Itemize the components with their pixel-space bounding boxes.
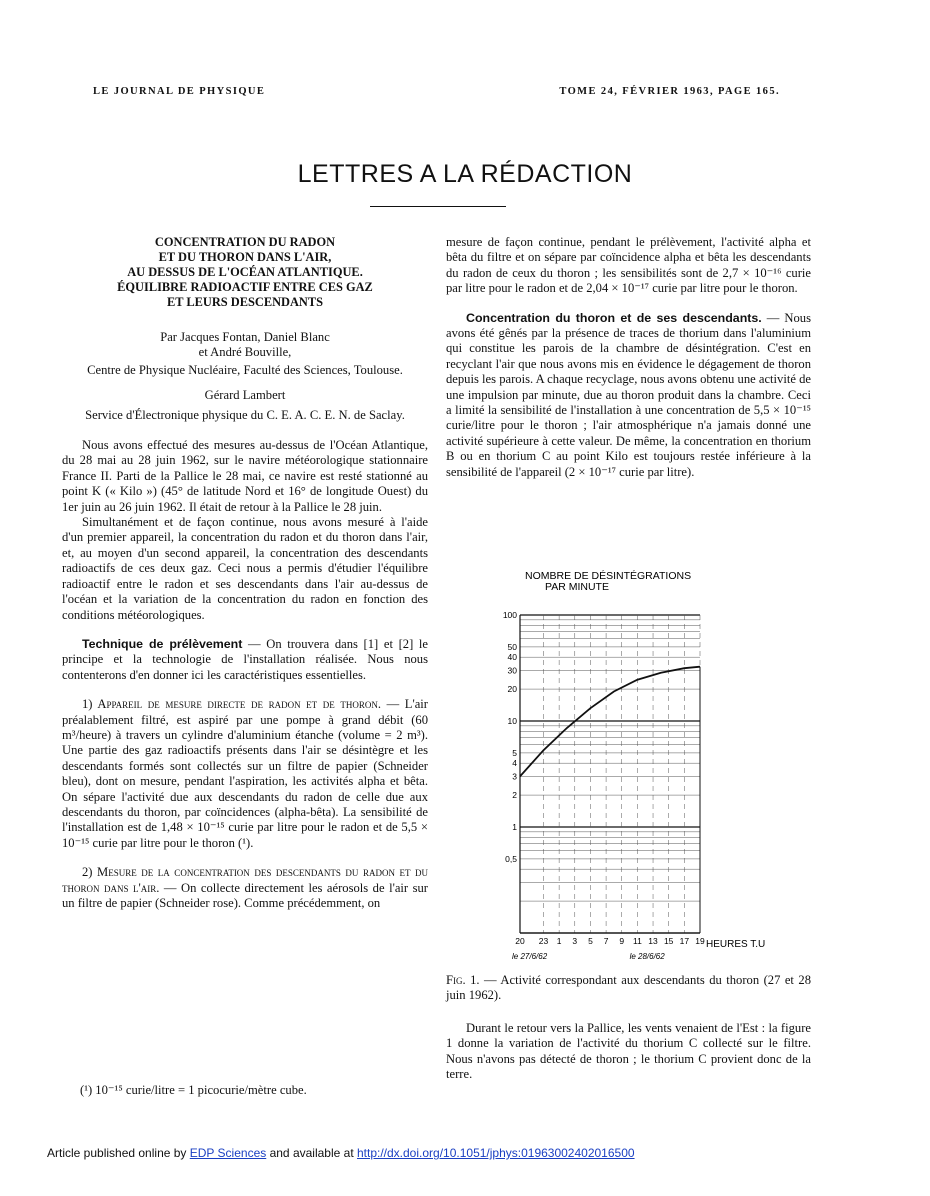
pub-prefix: Article published online by [47, 1146, 190, 1160]
doi-link[interactable]: http://dx.doi.org/10.1051/jphys:01963002402016500 [356, 1146, 635, 1160]
article-title-line: CONCENTRATION DU RADON [154, 235, 336, 249]
right-column [446, 235, 811, 480]
x-tick-label: 13 [648, 936, 658, 946]
x-tick-label: 1 [556, 936, 562, 946]
figure-caption-label: Fig. 1. [446, 973, 480, 987]
right-paragraph-1: mesure de façon continue, pendant le prélèvement, l'activité alpha et bêta du filtre et on sépare par coïncidence alpha et bêta les descendants du radon de ceux du thoron ; les sensibilités sont de 2,7 × 10⁻¹⁶ curie par litre pour le radon et de 2,04 × 10⁻¹⁷ curie par litre pour le thoron. [446, 235, 811, 296]
figure-1-chart [500, 565, 790, 965]
item-1-text: — L'air préalablement filtré, est aspiré par une pompe à grand débit (60 m³/heure) à travers un cylindre d'aluminium étanche (volume = 2 m³). Une partie des gaz radioactifs présents dans l'air se désintègre et les descendants formés sont collectés sur un filtre de papier (Schneider bleu), dont on mesure, pendant l'aspiration, les activités alpha et bêta. On sépare l'activité due aux descendants du radon de celle due aux descendants du thoron, par coïncidences (alpha-bêta). La sensibilité de l'installation est de 1,48 × 10⁻¹⁵ curie par litre pour le radon et de 5,5 × 10⁻¹⁵ curie par litre pour le thoron (¹). [62, 697, 428, 850]
author-3: Gérard Lambert [204, 388, 286, 403]
y-tick-label: 100 [502, 610, 517, 620]
issue-header: TOME 24, FÉVRIER 1963, PAGE 165. [559, 86, 780, 97]
x-tick-label: 5 [588, 936, 593, 946]
publication-footer [47, 1146, 635, 1160]
item-2-text: — On collecte directement les aérosols de l'air sur un filtre de papier (Schneider rose). Comme précédemment, on [62, 880, 428, 910]
x-tick-label: 15 [663, 936, 674, 946]
technique-paragraph [62, 637, 428, 683]
x-tick-label: 23 [538, 936, 549, 946]
technique-text: — On trouvera dans [1] et [2] le principe et la technologie de l'installation réalisée. Nous nous contenterons d'en donner ici les caractéristiques essentielles. [62, 636, 428, 682]
article-title [62, 235, 428, 310]
after-figure-paragraph: Durant le retour vers la Pallice, les vents venaient de l'Est : la figure 1 donne la variation de l'activité du thorium C collecté sur le filtre. Nous n'avons pas détecté de thoron ; le thorium C provient donc de la terre. [446, 1021, 811, 1082]
x-axis-label: HEURES T.U [706, 939, 766, 950]
date-label: le 27/6/62 [512, 952, 548, 961]
item-1 [62, 697, 428, 851]
y-tick-label: 5 [512, 747, 517, 758]
x-tick-label: 19 [695, 936, 705, 946]
y-tick-label: 2 [512, 790, 517, 801]
y-tick-label: 40 [507, 652, 517, 663]
article-title-line: ET DU THORON DANS L'AIR, [158, 250, 332, 264]
article-title-line: AU DESSUS DE L'OCÉAN ATLANTIQUE. [127, 265, 363, 279]
x-tick-label: 3 [572, 936, 578, 946]
journal-header: LE JOURNAL DE PHYSIQUE [93, 86, 266, 97]
pub-middle: and available at [266, 1146, 357, 1160]
y-tick-label: 4 [512, 758, 517, 769]
paragraph-2: Simultanément et de façon continue, nous avons mesuré à l'aide d'un premier appareil, la concentration du radon et du thoron dans l'air, et, au moyen d'un second appareil, la concentration des descendants radioactifs de ces deux gaz. Ceci nous a permis d'étudier l'équilibre radioactif entre le radon et ses descendants dans l'air au-dessus de l'océan et la variation de la concentration du radon en fonction des conditions météorologiques. [62, 515, 428, 622]
publisher-link[interactable]: EDP Sciences [189, 1146, 267, 1160]
affiliation-2: Service d'Électronique physique du C. E. A. C. E. N. de Saclay. [85, 407, 405, 422]
authors-line-1: Par Jacques Fontan, Daniel Blanc [160, 330, 330, 344]
figure-caption [446, 973, 811, 1003]
y-tick-label: 20 [507, 684, 517, 695]
chart-title-line: PAR MINUTE [545, 581, 609, 593]
authors-line-2: et André Bouville, [198, 345, 292, 360]
article-title-line: ET LEURS DESCENDANTS [166, 295, 324, 309]
thoron-heading: Concentration du thoron et de ses descendants. [466, 310, 762, 325]
date-label: le 28/6/62 [629, 952, 665, 961]
thoron-paragraph [446, 311, 811, 480]
item-2 [62, 865, 428, 911]
section-title: LETTRES A LA RÉDACTION [297, 160, 633, 188]
item-1-heading: 1) Appareil de mesure directe de radon et de thoron. [82, 697, 381, 712]
thoron-text: — Nous avons été gênés par la présence de traces de thorium dans l'aluminium qui constitue les parois de la chambre de désintégration. C'est en recyclant l'air que nous avons mis en évidence le dégagement de thoron depuis les parois. A chaque recyclage, nous avons obtenu une activité de une impulsion par minute, due au thoron produit dans la chambre. Ceci a limité la sensibilité de l'installation à une concentration de 5,5 × 10⁻¹⁵ curie/litre pour le thoron ; l'air atmosphérique n'a jamais donné une activité supérieure à cette valeur. De même, la concentration en thorium B ou en thorium C au point Kilo est toujours restée inférieure à la sensibilité de l'appareil (2 × 10⁻¹⁷ curie par litre). [446, 310, 811, 479]
article-title-line: ÉQUILIBRE RADIOACTIF ENTRE CES GAZ [117, 280, 373, 294]
footnote: (¹) 10⁻¹⁵ curie/litre = 1 picocurie/mètre cube. [80, 1083, 307, 1097]
left-column [62, 235, 428, 911]
x-tick-label: 20 [515, 936, 525, 946]
technique-heading: Technique de prélèvement [82, 636, 243, 651]
title-rule [370, 206, 506, 207]
paragraph-1: Nous avons effectué des mesures au-dessus de l'Océan Atlantique, du 28 mai au 28 juin 1962, sur le navire météorologique stationnaire France II. Parti de la Pallice le 28 mai, ce navire est resté stationné au point K (« Kilo ») (45° de latitude Nord et 16° de longitude Ouest) du 1er juin au 26 juin 1962. Il était de retour à la Pallice le 28 juin. [62, 438, 428, 514]
chart-title-line: NOMBRE DE DÉSINTÉGRATIONS [525, 570, 692, 582]
x-tick-label: 9 [619, 936, 625, 946]
y-tick-label: 1 [512, 822, 517, 832]
x-tick-label: 7 [603, 936, 609, 946]
figure-caption-text: — Activité correspondant aux descendants du thoron (27 et 28 juin 1962). [446, 973, 811, 1002]
y-tick-label: 10 [507, 716, 517, 726]
x-tick-label: 17 [679, 936, 690, 946]
item-2-heading: 2) Mesure de la concentration des descendants du radon et du thoron dans l'air. [62, 865, 428, 895]
y-tick-label: 50 [507, 641, 517, 652]
affiliation-1: Centre de Physique Nucléaire, Faculté des Sciences, Toulouse. [87, 362, 403, 377]
y-tick-label: 3 [512, 771, 517, 782]
y-tick-label: 0,5 [505, 853, 517, 864]
y-tick-label: 30 [507, 665, 517, 676]
x-tick-label: 11 [632, 936, 642, 946]
